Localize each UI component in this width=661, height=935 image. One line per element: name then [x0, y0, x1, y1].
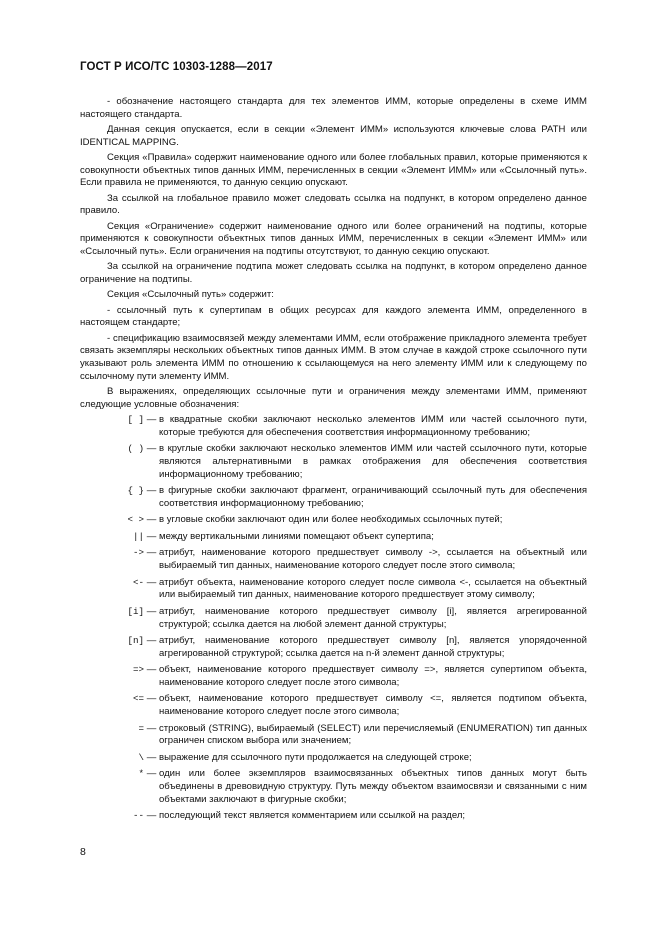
notation-dash: —	[146, 768, 157, 780]
notation-dash: —	[146, 576, 157, 588]
notation-item	[80, 768, 587, 806]
notation-dash: —	[146, 693, 157, 705]
notation-symbol: <=	[132, 693, 144, 705]
notation-item	[80, 414, 587, 439]
page-number: 8	[80, 846, 86, 858]
notation-description: последующий текст является комментарием или ссылкой на раздел;	[159, 810, 466, 822]
notation-dash: —	[146, 635, 157, 647]
notation-dash: —	[146, 547, 157, 559]
paragraph: Данная секция опускается, если в секции «Элемент ИММ» используются ключевые слова PATH или IDENTICAL MAPPING.	[80, 124, 587, 148]
notation-description: в фигурные скобки заключают фрагмент, ограничивающий ссылочный путь для обеспечения соответствия информационному требованию;	[159, 485, 587, 509]
notation-description: строковый (STRING), выбираемый (SELECT) или перечисляемый (ENUMERATION) тип данных ограничен списком выбора или значением;	[159, 722, 587, 747]
paragraph: - спецификацию взаимосвязей между элементами ИММ, если отображение прикладного элемента требует связать экземпляры нескольких объектных типов данных ИММ. В этом случае в каждой строке ссылочного пути указывают роль элемента ИММ по отношению к ссылающемуся на него элементу ИММ или к следующему по ссылочному пути элементу ИММ.	[80, 332, 587, 382]
paragraph: - ссылочный путь к супертипам в общих ресурсах для каждого элемента ИММ, определенного в настоящем стандарте;	[80, 304, 587, 329]
notation-symbol: \	[138, 751, 144, 763]
notation-description: выражение для ссылочного пути продолжается на следующей строке;	[159, 751, 472, 763]
notation-dash: —	[146, 485, 157, 497]
paragraph: За ссылкой на ограничение подтипа может следовать ссылка на подпункт, в котором определено данное ограничение на подтипы.	[80, 261, 587, 286]
notation-description: объект, наименование которого предшествует символу =>, является супертипом объекта, наименование которого следует после этого символа;	[159, 664, 587, 688]
notation-item	[80, 485, 587, 510]
notation-item	[80, 443, 587, 481]
notation-symbol: <-	[132, 576, 144, 588]
notation-description: атрибут, наименование которого предшествует символу ->, ссылается на объектный или выбираемый тип данных, наименование которого следует после этого символа;	[159, 547, 587, 572]
notation-symbol: =	[138, 722, 144, 734]
notation-dash: —	[146, 514, 157, 526]
notation-dash: —	[146, 443, 157, 455]
notation-description: между вертикальными линиями помещают объект супертипа;	[159, 530, 434, 542]
notation-symbol: --	[132, 810, 144, 822]
notation-description: объект, наименование которого предшествует символу <=, является подтипом объекта, наименование которого следует после этого символа;	[159, 693, 587, 718]
notation-symbol: ||	[132, 530, 144, 542]
notation-item	[80, 531, 587, 544]
paragraph: Секция «Ссылочный путь» содержит:	[107, 289, 274, 301]
notation-description: в угловые скобки заключают один или более необходимых ссылочных путей;	[159, 514, 503, 526]
paragraph: Секция «Ограничение» содержит наименование одного или более ограничений на подтипы, которые применяются к совокупности объектных типов данных ИММ, перечисленных в секции «Элемент ИММ» или «Ссылочный путь». Если ограничения на подтипы отсутствуют, то данную секцию опускают.	[80, 220, 587, 258]
notation-item	[80, 514, 587, 527]
notation-dash: —	[146, 810, 157, 822]
notation-dash: —	[146, 751, 157, 763]
notation-description: атрибут объекта, наименование которого следует после символа <-, ссылается на объектный или выбираемый тип данных, наименование которого предшествует этому символу;	[159, 576, 587, 601]
notation-item	[80, 664, 587, 689]
notation-item	[80, 635, 587, 660]
notation-description: один или более экземпляров взаимосвязанных объектных типов данных могут быть объединены в древовидную структуру. Путь между объектом взаимосвязи и связанными с ним объектами заключают в фигурные скобки;	[159, 768, 587, 805]
notation-symbol: < >	[127, 514, 144, 526]
notation-item	[80, 723, 587, 748]
notation-dash: —	[146, 414, 157, 426]
paragraph: - обозначение настоящего стандарта для тех элементов ИММ, которые определены в схеме ИММ настоящего стандарта.	[80, 96, 587, 120]
notation-symbol: ->	[132, 547, 144, 559]
notation-symbol: [ ]	[127, 414, 144, 426]
notation-item	[80, 810, 587, 823]
notation-description: атрибут, наименование которого предшествует символу [n], является упорядоченной агрегированной структурой; ссылка дается на n-й элемент данной структуры;	[159, 635, 587, 659]
notation-symbol: [n]	[127, 635, 144, 647]
notation-item	[80, 693, 587, 718]
notation-symbol: { }	[127, 485, 144, 497]
paragraph: В выражениях, определяющих ссылочные пути и ограничения между элементами ИММ, применяют следующие условные обозначения:	[80, 386, 587, 410]
notation-dash: —	[146, 664, 157, 676]
notation-description: атрибут, наименование которого предшествует символу [i], является агрегированной структурой; ссылка дается на любой элемент данной структуры;	[159, 605, 587, 630]
notation-item	[80, 577, 587, 602]
notation-symbol: ( )	[127, 443, 144, 455]
paragraph: За ссылкой на глобальное правило может следовать ссылка на подпункт, в котором определено данное правило.	[80, 192, 587, 217]
notation-list	[80, 414, 587, 823]
notation-item	[80, 606, 587, 631]
notation-dash: —	[146, 605, 157, 617]
notation-item	[80, 547, 587, 572]
paragraph: Секция «Правила» содержит наименование одного или более глобальных правил, которые применяются к совокупности объектных типов данных ИММ, перечисленных в секции «Элемент ИММ» или «Ссылочный путь». Если правила не применяются, то данную секцию опускают.	[80, 152, 587, 189]
notation-symbol: [i]	[127, 605, 144, 617]
document-body	[80, 96, 587, 827]
notation-dash: —	[146, 530, 157, 542]
notation-symbol: *	[138, 768, 144, 780]
notation-symbol: =>	[132, 664, 144, 676]
notation-dash: —	[146, 722, 157, 734]
notation-item	[80, 752, 587, 765]
notation-description: в круглые скобки заключают несколько элементов ИММ или частей ссылочного пути, которые являются альтернативными в рамках отображения для обеспечения соответствия информационному требованию;	[159, 443, 587, 480]
notation-description: в квадратные скобки заключают несколько элементов ИММ или частей ссылочного пути, которые требуются для обеспечения соответствия информационному требованию;	[159, 414, 587, 438]
document-header: ГОСТ Р ИСО/ТС 10303-1288—2017	[80, 61, 273, 73]
